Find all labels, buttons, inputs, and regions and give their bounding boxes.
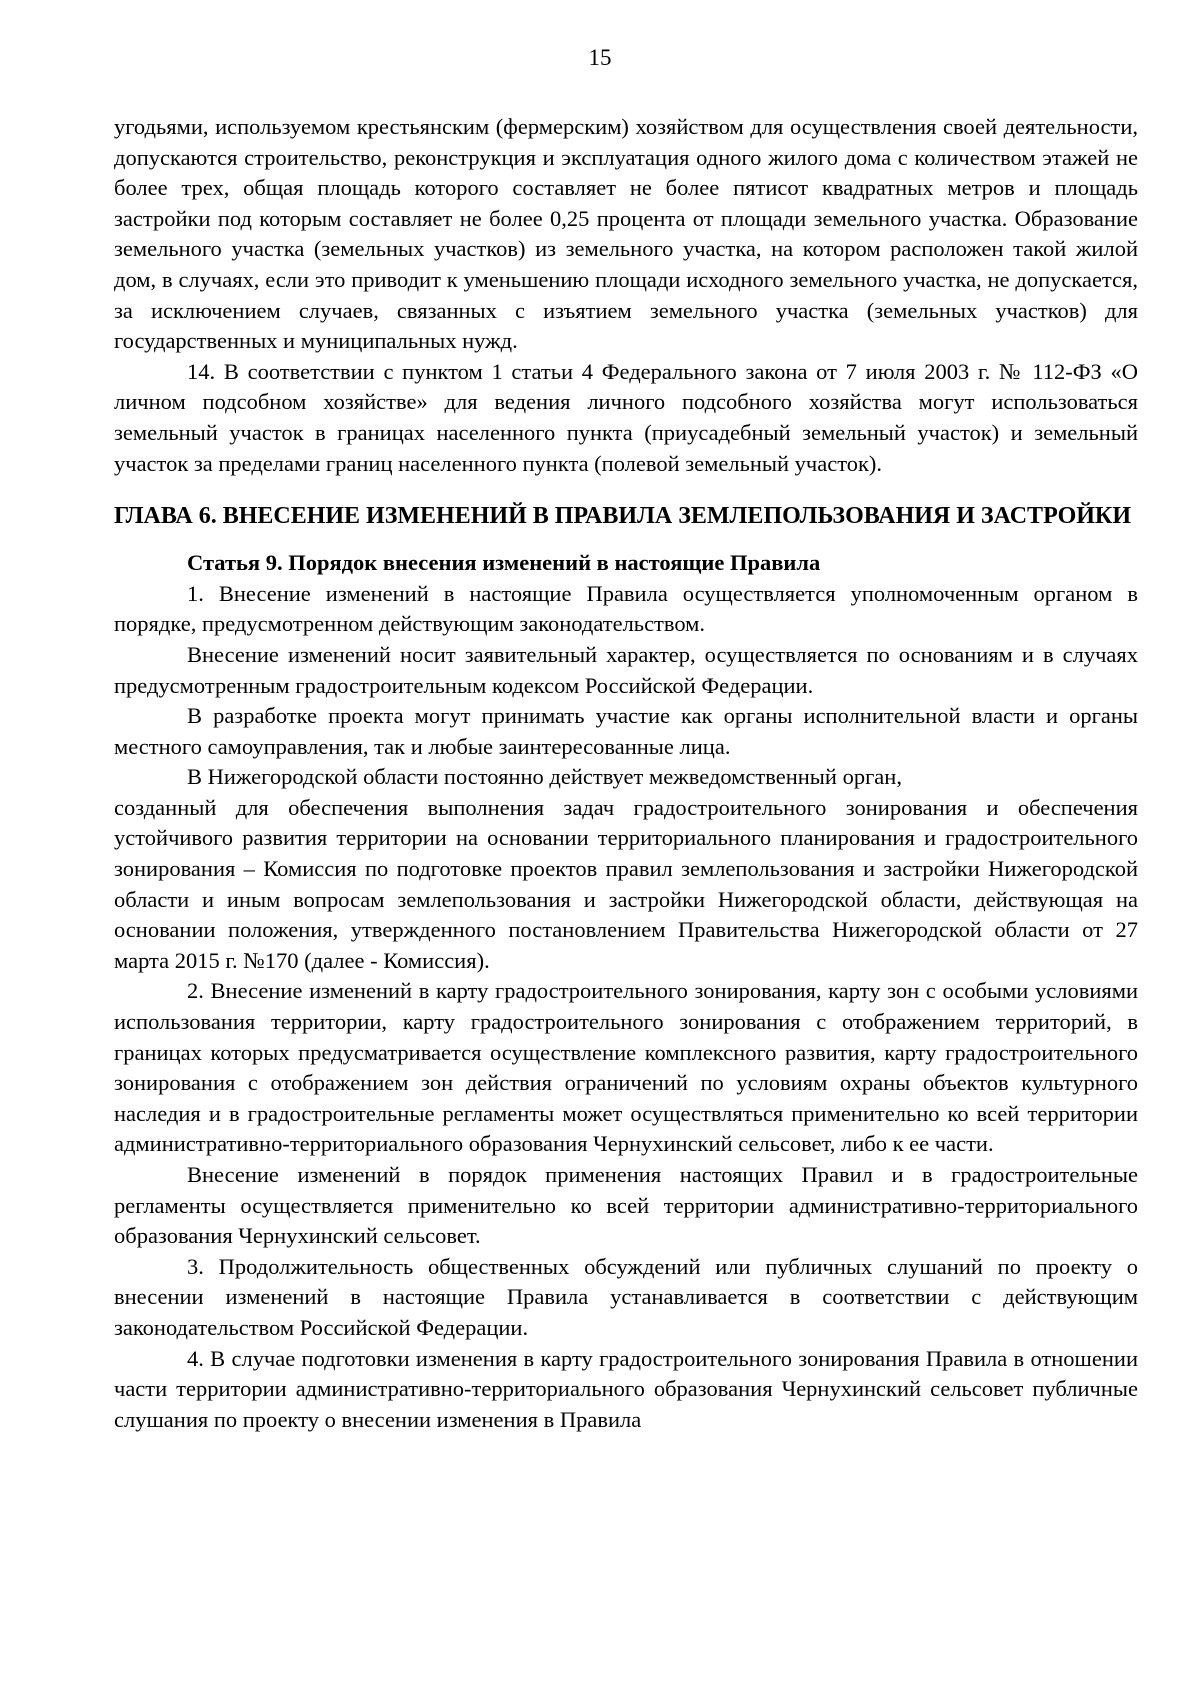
article-paragraph-2: 2. Внесение изменений в карту градостроительного зонирования, карту зон с особыми условиями использования территории, карту градостроительного зонирования с отображением территорий, в границах которых предусматривается осуществление комплексного развития, карту градостроительного зонирования с отображением зон действия ограничений по условиям охраны объектов культурного наследия и в градостроительные регламенты может осуществляться применительно ко всей территории административно-территориального образования Чернухинский сельсовет, либо к ее части. — [114, 978, 1138, 1157]
paragraph-item-14: 14. В соответствии с пунктом 1 статьи 4 Федерального закона от 7 июля 2003 г. № 112-ФЗ «О личном подсобном хозяйстве» для ведения личного подсобного хозяйства могут использоваться земельный участок в границах населенного пункта (приусадебный земельный участок) и земельный участок за пределами границ населенного пункта (полевой земельный участок). — [114, 358, 1138, 476]
article-paragraph-participants: В разработке проекта могут принимать участие как органы исполнительной власти и органы местного самоуправления, так и любые заинтересованные лица. — [114, 703, 1138, 759]
article-paragraph-rules-order: Внесение изменений в порядок применения настоящих Правил и в градостроительные регламенты осуществляется применительно ко всей территории административно-территориального образования Чернухинский сельсовет. — [114, 1162, 1138, 1249]
article-paragraph-3: 3. Продолжительность общественных обсуждений или публичных слушаний по проекту о внесении изменений в настоящие Правила устанавливается в соответствии с действующим законодательством Российской Федерации. — [114, 1253, 1138, 1340]
article-paragraph-4: 4. В случае подготовки изменения в карту градостроительного зонирования Правила в отношении части территории административно-территориального образования Чернухинский сельсовет публичные слушания по проекту о внесении изменения в Правила — [114, 1345, 1138, 1432]
article-paragraph-commission-intro: В Нижегородской области постоянно действует межведомственный орган, — [187, 764, 902, 790]
article-paragraph-1: 1. Внесение изменений в настоящие Правила осуществляется уполномоченным органом в порядке, предусмотренном действующим законодательством. — [114, 580, 1138, 637]
paragraph-continuation: угодьями, используемом крестьянским (фермерским) хозяйством для осуществления своей деятельности, допускаются строительство, реконструкция и эксплуатация одного жилого дома с количеством этажей не более трех, общая площадь которого составляет не более пятисот квадратных метров и площадь застройки под которым составляет не более 0,25 процента от площади земельного участка. Образование земельного участка (земельных участков) из земельного участка, на котором расположен такой жилой дом, в случаях, если это приводит к уменьшению площади исходного земельного участка, не допускается, за исключением случаев, связанных с изъятием земельного участка (земельных участков) для государственных и муниципальных нужд. — [114, 114, 1138, 354]
page-number: 15 — [588, 45, 612, 70]
chapter-heading: ГЛАВА 6. ВНЕСЕНИЕ ИЗМЕНЕНИЙ В ПРАВИЛА ЗЕМЛЕПОЛЬЗОВАНИЯ И ЗАСТРОЙКИ — [114, 503, 1131, 530]
article-paragraph-commission: созданный для обеспечения выполнения задач градостроительного зонирования и обеспечения устойчивого развития территории на основании территориального планирования и градостроительного зонирования – Комиссия по подготовке проектов правил землепользования и застройки Нижегородской области и иным вопросам землепользования и застройки Нижегородской области, действующая на основании положения, утвержденного постановлением Правительства Нижегородской области от 27 марта 2015 г. №170 (далее - Комиссия). — [114, 794, 1138, 973]
article-paragraph-applicant: Внесение изменений носит заявительный характер, осуществляется по основаниям и в случаях предусмотренным градостроительным кодексом Российской Федерации. — [114, 641, 1138, 698]
page-content — [114, 112, 1138, 1435]
article-heading: Статья 9. Порядок внесения изменений в настоящие Правила — [187, 550, 821, 576]
